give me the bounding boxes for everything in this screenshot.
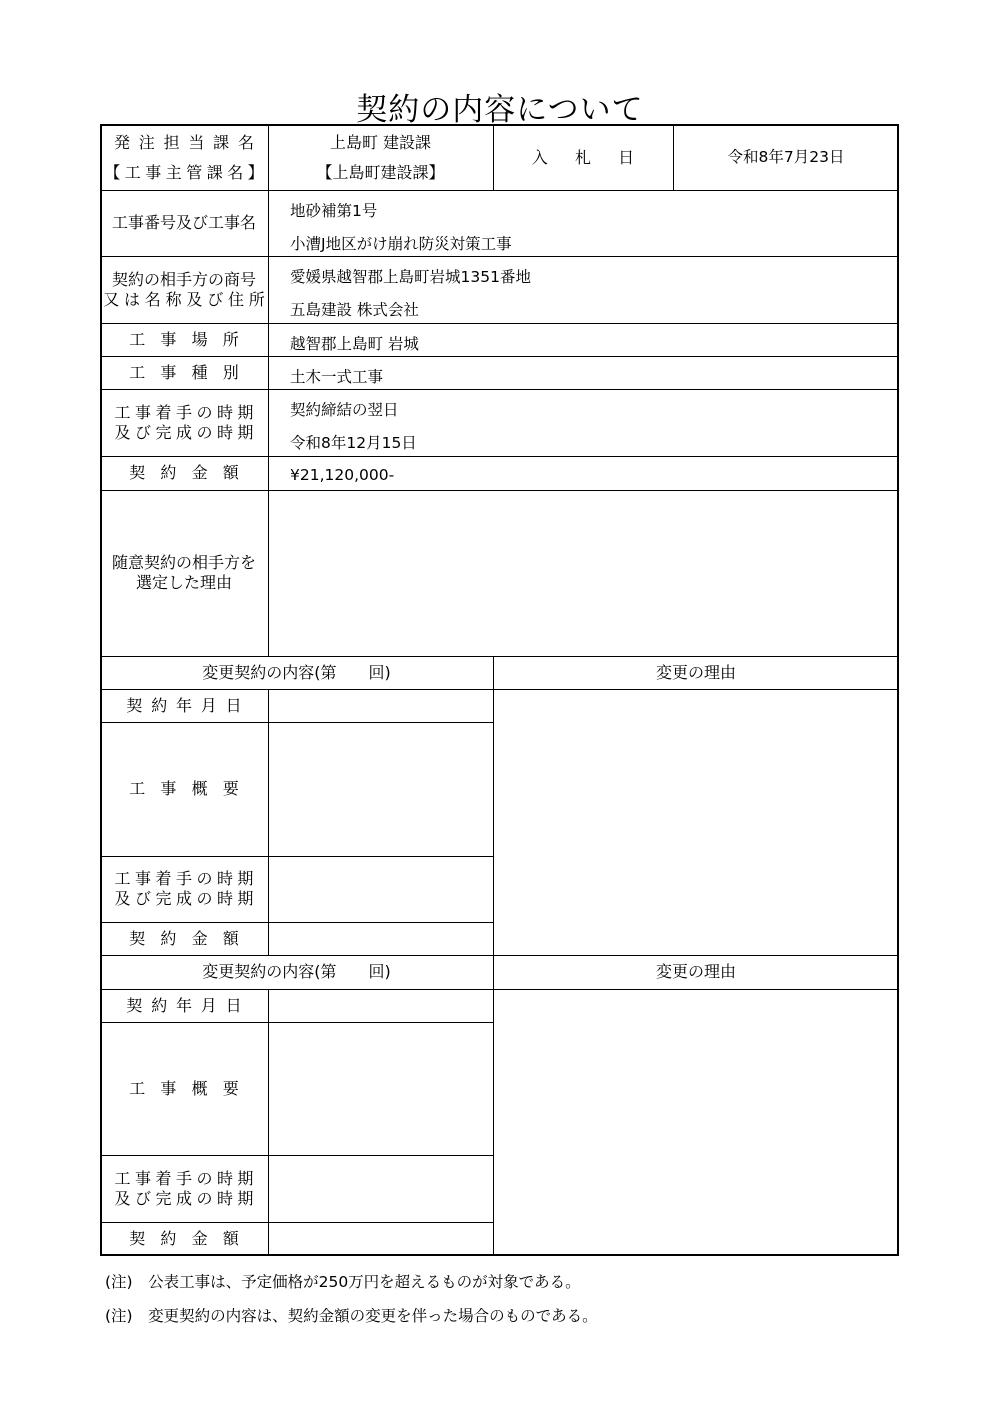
page-title: 契約の内容について bbox=[356, 92, 644, 128]
col-divider bbox=[268, 989, 269, 1256]
site-label: 工事場所 bbox=[129, 329, 254, 349]
col-divider bbox=[268, 689, 269, 955]
change-2-header: 変更契約の内容(第 回) bbox=[202, 962, 391, 981]
change-2-date-label: 契約年月日 bbox=[126, 995, 251, 1015]
period-start-value: 契約締結の翌日 bbox=[290, 401, 399, 419]
change-1-date-label: 契約年月日 bbox=[126, 695, 251, 715]
type-value: 土木一式工事 bbox=[290, 368, 384, 386]
period-end-value: 令和8年12月15日 bbox=[290, 434, 417, 452]
amount-value: ¥21,120,000- bbox=[290, 466, 395, 484]
bid-date-value: 令和8年7月23日 bbox=[727, 148, 845, 167]
change-2-reason-header: 変更の理由 bbox=[655, 962, 736, 981]
dept-value: 上島町 建設課 【上島町建設課】 bbox=[316, 133, 445, 182]
bid-date-label: 入札日 bbox=[531, 148, 662, 167]
change-2-summary-label: 工事概要 bbox=[129, 1078, 254, 1098]
col-divider bbox=[268, 124, 269, 656]
change-1-period-label: 工事着手の時期 及び完成の時期 bbox=[114, 869, 258, 908]
site-value: 越智郡上島町 岩城 bbox=[290, 335, 419, 353]
change-1-amount-label: 契約金額 bbox=[129, 928, 254, 948]
work-no-label: 工事番号及び工事名 bbox=[111, 213, 256, 232]
note-2: (注) 変更契約の内容は、契約金額の変更を伴った場合のものである。 bbox=[105, 1307, 598, 1325]
change-2-amount-label: 契約金額 bbox=[129, 1229, 254, 1248]
change-1-header: 変更契約の内容(第 回) bbox=[202, 662, 391, 682]
amount-label: 契約金額 bbox=[129, 463, 254, 482]
partner-address: 愛媛県越智郡上島町岩城1351番地 bbox=[290, 268, 531, 286]
dept-label: 発注担当課名 【工事主管課名】 bbox=[104, 133, 269, 182]
change-2-period-label: 工事着手の時期 及び完成の時期 bbox=[114, 1168, 258, 1208]
partner-label: 契約の相手方の商号 又は名称及び住所 bbox=[103, 269, 270, 309]
change-1-summary-label: 工事概要 bbox=[129, 779, 254, 798]
work-no-value: 地砂補第1号 bbox=[290, 202, 378, 220]
work-name-value: 小漕J地区がけ崩れ防災対策工事 bbox=[290, 235, 512, 253]
type-label: 工事種別 bbox=[129, 362, 254, 382]
note-1: (注) 公表工事は、予定価格が250万円を超えるものが対象である。 bbox=[105, 1273, 581, 1291]
partner-name: 五島建設 株式会社 bbox=[290, 301, 419, 319]
change-1-reason-header: 変更の理由 bbox=[655, 662, 736, 682]
period-label: 工事着手の時期 及び完成の時期 bbox=[114, 402, 258, 442]
reason-label: 随意契約の相手方を 選定した理由 bbox=[111, 553, 256, 592]
